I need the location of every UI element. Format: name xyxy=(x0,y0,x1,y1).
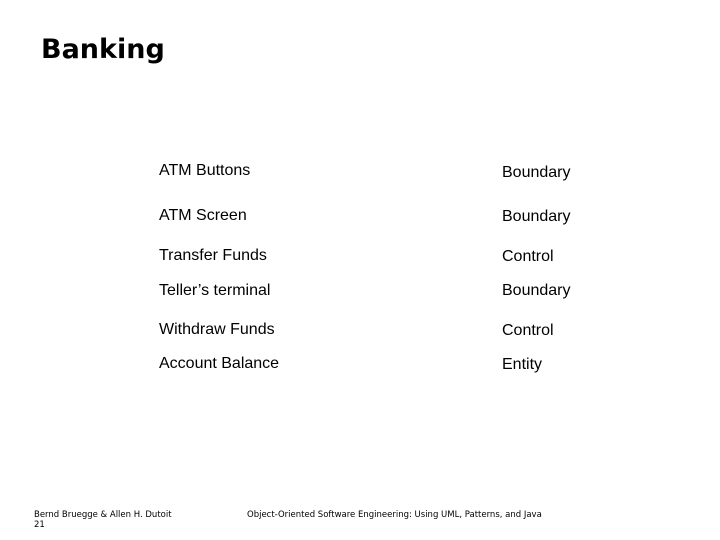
page-number: 21 xyxy=(34,520,45,530)
object-type: Entity xyxy=(502,356,543,373)
object-name: Transfer Funds xyxy=(159,247,267,264)
footer-authors: Bernd Bruegge & Allen H. Dutoit xyxy=(34,510,172,520)
object-name: ATM Buttons xyxy=(159,162,251,179)
footer-book-title: Object-Oriented Software Engineering: Using UML, Patterns, and Java xyxy=(247,510,542,520)
object-name: Teller’s terminal xyxy=(159,282,271,299)
object-type: Control xyxy=(502,248,554,265)
object-name: ATM Screen xyxy=(159,207,247,224)
slide-title: Banking xyxy=(41,34,165,65)
object-type: Boundary xyxy=(502,164,571,181)
object-name: Account Balance xyxy=(159,355,280,372)
object-type: Boundary xyxy=(502,208,571,225)
object-type: Control xyxy=(502,322,554,339)
object-name: Withdraw Funds xyxy=(159,321,275,338)
object-type: Boundary xyxy=(502,282,571,299)
